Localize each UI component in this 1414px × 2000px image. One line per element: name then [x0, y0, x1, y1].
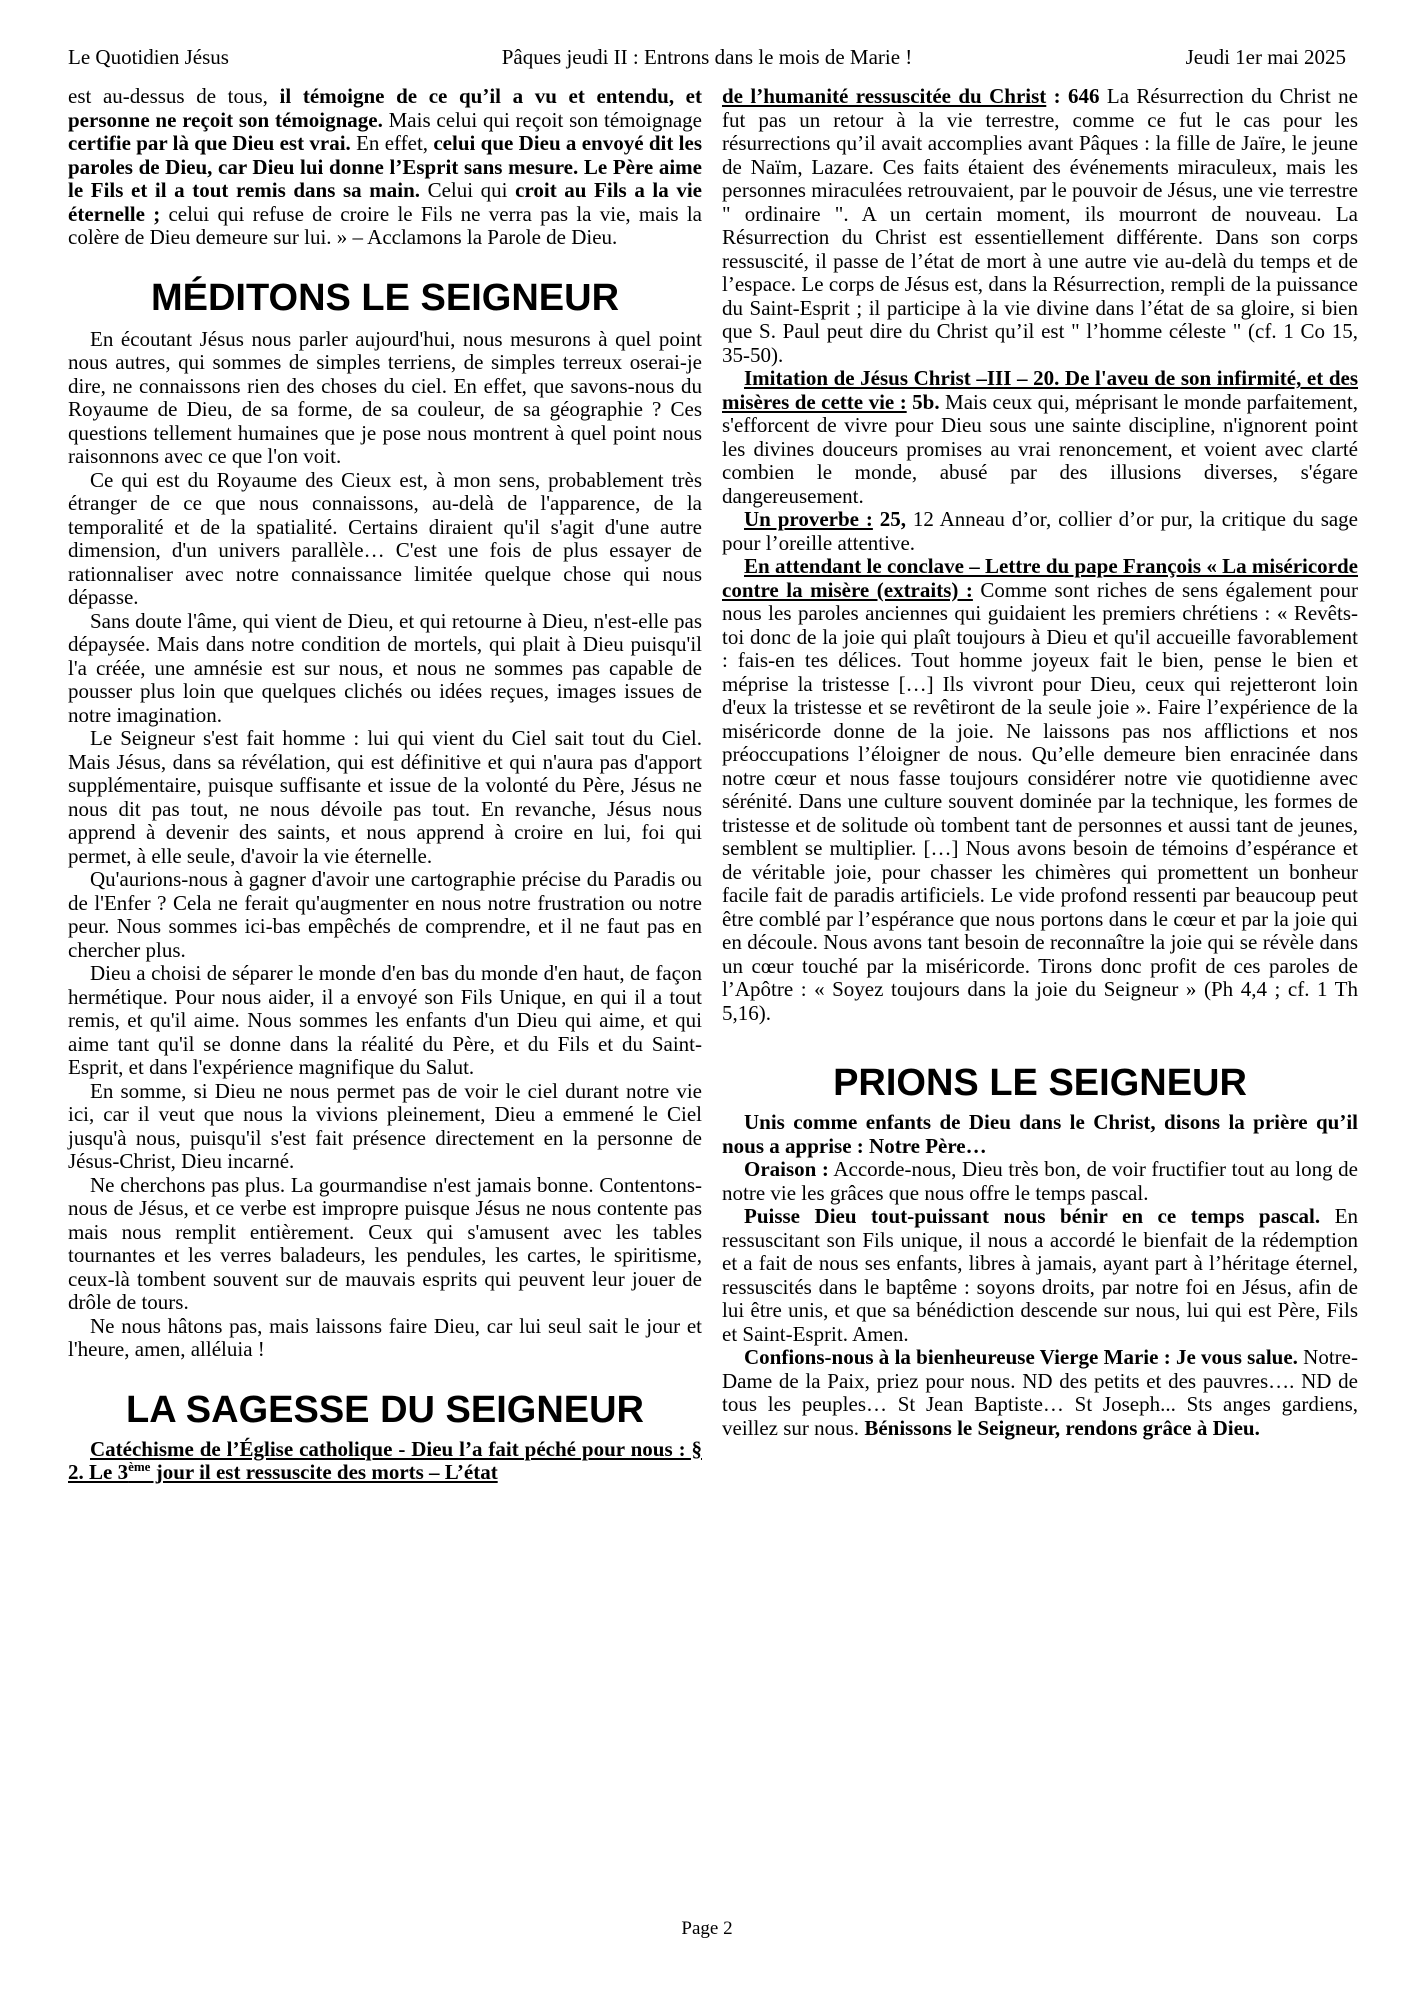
- text-run: 12 Anneau d’or, collier d’or pur, la critique du sage pour l’oreille attentive.: [722, 507, 1359, 555]
- bold-run: il témoigne de ce qu’il a vu et entendu, et personne ne reçoit son témoignage.: [68, 84, 702, 132]
- meditation-paragraph: Le Seigneur s'est fait homme : lui qui vient du Ciel sait tout du Ciel. Mais Jésus, dans sa révélation, qui est définitive et qui n'aura pas d'apport supplémentaire, puisque suffisante et issue de la volonté du Père, Jésus ne nous dit pas tout, ne nous dévoile pas tout. En revanche, Jésus nous apprend à devenir des saints, et nous apprend à croire en lui, foi qui permet, à elle seule, d'avoir la vie éternelle.: [68, 726, 702, 868]
- page-header: [68, 34, 1346, 68]
- left-column: [68, 85, 702, 1485]
- text-run: Mais ceux qui, méprisant le monde parfaitement, s'efforcent de vivre pour Dieu sous une sainte discipline, n'ignorent point les divines douceurs promises au vrai renoncement, et voient avec clarté combien le monde, abusé par des illusions diverses, s'égare dangereusement.: [722, 389, 1358, 508]
- bold-run: Puisse Dieu tout-puissant nous bénir en ce temps pascal.: [744, 1204, 1321, 1228]
- catechism-heading: [68, 1438, 702, 1485]
- meditation-paragraph: Ce qui est du Royaume des Cieux est, à mon sens, probablement très étranger de ce que nous connaissons, au-delà de l'apparence, de la temporalité et de la spatialité. Certains diraient qu'il s'agit d'une autre dimension, d'un univers parallèle… C'est une fois de plus essayer de rationnaliser avec notre connaissance limitée quelque chose qui nous dépasse.: [68, 467, 702, 609]
- meditation-paragraph: Dieu a choisi de séparer le monde d'en bas du monde d'en haut, de façon hermétique. Pour nous aider, il a envoyé son Fils Unique, en qui il a tout remis, et qu'il aime. Nous sommes les enfants d'un Dieu qui aime, et qui aime tant qu'il se donne dans la réalité du Père, et du Fils et du Saint-Esprit, et dans l'expérience magnifique du Salut.: [68, 961, 702, 1079]
- text-run: Catéchisme de l’Église catholique - Dieu l’a fait péché pour nous : § 2. Le 3: [68, 1436, 702, 1484]
- meditation-paragraph: Ne cherchons pas plus. La gourmandise n'est jamais bonne. Contentons-nous de Jésus, et ce verbe est impropre puisque Jésus ne nous contente pas mais nous remplit entièrement. Ceux qui s'amusent avec les tables tournantes et les verres baladeurs, les pendules, les cartes, le spiritisme, ceux-là tombent souvent sur de mauvais esprits qui peuvent leur jouer de drôle de tours.: [68, 1172, 702, 1314]
- bold-run: croit au Fils a la vie éternelle ;: [68, 178, 702, 226]
- meditation-paragraph: Sans doute l'âme, qui vient de Dieu, et qui retourne à Dieu, n'est-elle pas dépaysée. Mais dans notre condition de mortels, qui plait à Dieu puisqu'il l'a créée, une amnésie est sur nous, et nous ne sommes pas capable de pousser plus loin que quelques clichés ou idées reçues, images issues de notre imagination.: [68, 608, 702, 727]
- prayer-oraison: [722, 1158, 1358, 1205]
- text-run: celui qui refuse de croire le Fils ne verra pas la vie, mais la colère de Dieu demeure sur lui. » – Acclamons la Parole de Dieu.: [68, 201, 702, 249]
- text-run: Mais celui qui reçoit son témoignage: [382, 107, 702, 132]
- pope-letter-paragraph: [722, 555, 1358, 1025]
- text-run: Comme sont riches de sens également pour nous les paroles anciennes qui guidaient les premiers chrétiens : « Revêts-toi donc de la joie qui plaît toujours à Dieu et qu'il accueille favorablement : fais-en tes délices. Tout homme joyeux fait le bien, pense le bien et méprise la tristesse […] Ils vivront pour Dieu, ceux qui rejetteront loin d'eux la tristesse et se revêtiront de la seule joie ». Faire l’expérience de la miséricorde donne de la joie. Ne laissons pas nos afflictions et nos préoccupations l’éloigner de nous. Qu’elle demeure bien enracinée dans notre cœur et nous fasse toujours considérer notre vie quotidienne avec sérénité. Dans une culture souvent dominée par la technique, les formes de tristesse et de solitude où tombent tant de personnes et aussi tant de jeunes, semblent se multiplier. […] Nous avons besoin de témoins d’espérance et de véritable joie, pour chasser les chimères qui promettent un bonheur facile fait de paradis artificiels. Le vide profond ressenti par beaucoup peut être comblé par l’espérance que nous portons dans le cœur et par la joie qui en découle. Nous avons tant besoin de reconnaître la joie qui se révèle dans un cœur touché par la miséricorde. Tirons donc profit de ces paroles de l’Apôtre : « Soyez toujours dans la joie du Seigneur » (Ph 4,4 ; cf. 1 Th 5,16).: [722, 577, 1358, 1025]
- section-title-meditons: MÉDITONS LE SEIGNEUR: [150, 276, 620, 319]
- bold-run: : 646: [1046, 84, 1100, 108]
- bold-run: Bénissons le Seigneur, rendons grâce à Dieu.: [859, 1415, 1260, 1440]
- proverb-paragraph: [722, 508, 1358, 555]
- text-run: En effet,: [350, 131, 434, 155]
- right-column: [722, 85, 1358, 1440]
- pope-letter-heading: En attendant le conclave – Lettre du pape François « La miséricorde contre la misère (extraits) :: [722, 554, 1358, 602]
- prayer-marie: [722, 1346, 1358, 1440]
- meditation-paragraph: En écoutant Jésus nous parler aujourd'hui, nous mesurons à quel point nous autres, qui sommes de simples terriens, de simples terreux oserai-je dire, ne connaissons rien des choses du ciel. En effet, que savons-nous du Royaume de Dieu, de sa forme, de sa couleur, de sa géographie ? Ces questions tellement humaines que je pose nous montrent à quel point nous raisonnons avec ce que l'on voit.: [68, 326, 702, 468]
- page-number: Page 2: [681, 1918, 733, 1939]
- imitation-heading: Imitation de Jésus Christ –III – 20. De l'aveu de son infirmité, et des misères de cette vie :: [722, 366, 1358, 414]
- bold-run: Unis comme enfants de Dieu dans le Christ, disons la prière qu’il nous a apprise : Notre Père…: [722, 1110, 1358, 1158]
- section-title-prions: PRIONS LE SEIGNEUR: [833, 1062, 1247, 1104]
- bold-run: 25,: [872, 507, 907, 531]
- meditation-paragraph: Qu'aurions-nous à gagner d'avoir une cartographie précise du Paradis ou de l'Enfer ? Cela ne ferait qu'augmenter en nous notre frustration ou notre peur. Nous sommes ici-bas empêchés de comprendre, et il ne faut pas en chercher plus.: [68, 867, 702, 962]
- catechism-paragraph: [722, 85, 1358, 367]
- prayer-blessing: [722, 1205, 1358, 1346]
- gospel-continuation: [68, 85, 702, 250]
- header-title: Pâques jeudi II : Entrons dans le mois de Marie !: [501, 45, 913, 69]
- bold-run: certifie par là que Dieu est vrai.: [68, 131, 351, 155]
- text-run: La Résurrection du Christ ne fut pas un retour à la vie terrestre, comme ce fut le cas pour les résurrections qu’il avait accomplies avant Pâques : la fille de Jaïre, le jeune de Naïm, Lazare. Ces faits étaient des événements miraculeux, mais les personnes miraculées retrouvaient, par le pouvoir de Jésus, une vie terrestre " ordinaire ". A un certain moment, ils mourront de nouveau. La Résurrection du Christ est essentiellement différente. Dans son corps ressuscité, il passe de l’état de mort à une autre vie au-delà du temps et de l’espace. Le corps de Jésus est, dans la Résurrection, rempli de la puissance du Saint-Esprit ; il participe à la vie divine dans l’état de sa gloire, si bien que S. Paul peut dire du Christ qu’il est " l’homme céleste " (cf. 1 Co 15, 35-50).: [722, 84, 1359, 367]
- meditation-paragraph: Ne nous hâtons pas, mais laissons faire Dieu, car lui seul sait le jour et l'heure, amen, alléluia !: [68, 1313, 702, 1361]
- catechism-heading-cont: de l’humanité ressuscitée du Christ: [722, 84, 1047, 108]
- text-run: est au-dessus de tous,: [68, 84, 280, 108]
- meditation-paragraph: En somme, si Dieu ne nous permet pas de voir le ciel durant notre vie ici, car il veut que nous la vivions pleinement, Dieu a emmené le Ciel jusqu'à nous, puisqu'il s'est fait présence directement en la personne de Jésus-Christ, Dieu incarné.: [68, 1078, 702, 1173]
- bold-run: Oraison :: [744, 1157, 829, 1181]
- text-run: Accorde-nous, Dieu très bon, de voir fructifier tout au long de notre vie les grâces que nous offre le temps pascal.: [722, 1157, 1358, 1205]
- proverb-heading: Un proverbe :: [744, 507, 873, 531]
- bold-run: Confions-nous à la bienheureuse Vierge Marie : Je vous salue.: [744, 1345, 1298, 1369]
- text-run: Notre-Dame de la Paix, priez pour nous. ND des petits et des pauvres…. ND de tous les peuples… St Jean Baptiste… St Joseph... Sts anges gardiens, veillez sur nous.: [722, 1345, 1358, 1440]
- prayer-intro: [722, 1111, 1358, 1158]
- superscript: ème: [128, 1459, 151, 1474]
- text-run: jour il est ressuscite des morts – L’état: [150, 1460, 498, 1484]
- text-run: Celui qui: [420, 178, 516, 202]
- header-publication: Le Quotidien Jésus: [68, 45, 229, 69]
- section-title-sagesse: LA SAGESSE DU SEIGNEUR: [125, 1388, 644, 1431]
- imitation-paragraph: [722, 367, 1358, 508]
- text-run: En ressuscitant son Fils unique, il nous a accordé le bienfait de la rédemption et a fait de nous ses enfants, libres à jamais, ayant part à l’héritage éternel, ressuscités dans le baptême : soyons droits, par notre foi en Jésus, afin de lui être unis, et que sa bénédiction descende sur nous, lui qui est Père, Fils et Saint-Esprit. Amen.: [722, 1204, 1358, 1346]
- catechism-ref: [68, 1437, 702, 1485]
- bold-run: celui que Dieu a envoyé dit les paroles de Dieu, car Dieu lui donne l’Esprit sans mesure. Le Père aime le Fils et il a tout remis dans sa main.: [68, 131, 702, 202]
- bold-run: 5b.: [906, 389, 940, 414]
- header-date: Jeudi 1er mai 2025: [1185, 45, 1346, 69]
